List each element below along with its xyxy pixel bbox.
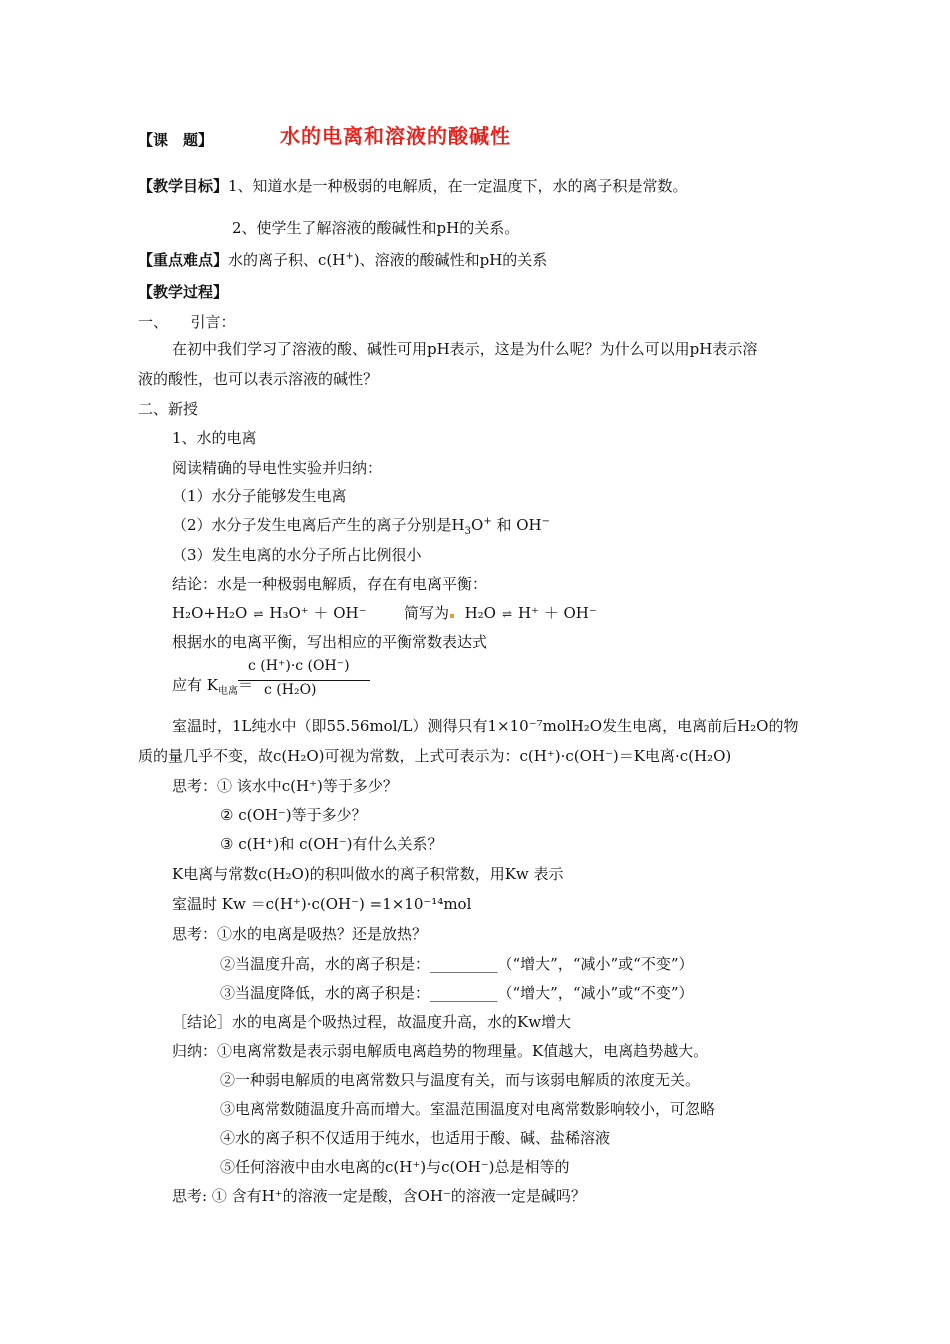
eq-right: H₃O⁺ ＋ OH⁻ <box>269 604 367 622</box>
summary-3: ③电离常数随温度升高而增大。室温范围温度对电离常数影响较小，可忽略 <box>220 1100 716 1118</box>
kw-definition: K电离与常数c(H₂O)的积叫做水的离子积常数，用Kw 表示 <box>172 865 564 883</box>
room-temp-line-2: 质的量几乎不变，故c(H₂O)可视为常数，上式可表示为：c(H⁺)·c(OH⁻)＝K电离·c(H₂O) <box>138 747 732 765</box>
newlesson-heading: 二、新授 <box>138 400 199 418</box>
mark-dot-icon <box>450 614 454 618</box>
summary-2: ②一种弱电解质的电离常数只与温度有关，而与该弱电解质的浓度无关。 <box>220 1071 701 1089</box>
read-instruction: 阅读精确的导电性实验并归纳： <box>172 459 383 477</box>
point-2-text-c: 和 OH <box>491 516 542 534</box>
k-prefix: 应有 K <box>172 676 218 694</box>
intro-line-1: 在初中我们学习了溶液的酸、碱性可用pH表示，这是为什么呢？为什么可以用pH表示溶 <box>172 340 758 358</box>
think-q5: ②当温度升高，水的离子积是：_________（“增大”，“减小”或“不变”） <box>220 955 694 973</box>
goals-line-1 <box>138 176 688 196</box>
intro-line-2: 液的酸性，也可以表示溶液的碱性？ <box>138 370 379 388</box>
summary-4: ④水的离子积不仅适用于纯水，也适用于酸、碱、盐稀溶液 <box>220 1129 611 1147</box>
goal-item-2: 2、使学生了解溶液的酸碱性和pH的关系。 <box>232 219 520 237</box>
conclusion-2: ［结论］水的电离是个吸热过程，故温度升高，水的Kw增大 <box>172 1013 572 1031</box>
equilibrium-arrow-icon: ⇌ <box>253 607 264 621</box>
fraction-numerator: c (H⁺)·c (OH⁻) <box>248 658 350 674</box>
process-label: 【教学过程】 <box>138 283 229 301</box>
goal-item-1: 1、知道水是一种极弱的电解质，在一定温度下，水的离子积是常数。 <box>228 177 688 195</box>
equilibrium-arrow-icon: ⇌ <box>501 607 512 621</box>
eq-short-left: H₂O <box>464 604 496 622</box>
think-label: 思考： <box>172 777 218 795</box>
think-q7: 思考: ① 含有H⁺的溶液一定是酸，含OH⁻的溶液一定是碱吗？ <box>172 1187 586 1205</box>
conclusion-line: 结论：水是一种极弱电解质，存在有电离平衡： <box>172 575 488 593</box>
think-block-1 <box>172 776 398 796</box>
room-temp-line-1: 室温时，1L纯水中（即55.56mol/L）测得只有1×10⁻⁷molH₂O发生电离，电离前后H₂O的物 <box>172 717 799 735</box>
point-3: （3）发生电离的水分子所占比例很小 <box>172 546 422 564</box>
keypoints-label: 【重点难点】 <box>138 251 229 269</box>
intro-heading: 一、 引言： <box>138 313 236 331</box>
fraction-denominator: c (H₂O) <box>264 682 317 698</box>
fraction-bar <box>238 680 370 681</box>
k-expression <box>172 675 253 695</box>
think-q3: ③ c(H⁺)和 c(OH⁻)有什么关系？ <box>220 835 443 853</box>
topic-label: 【课 题】 <box>138 131 214 149</box>
goals-label: 【教学目标】 <box>138 177 229 195</box>
k-equals: ＝ <box>237 676 253 694</box>
eq-left: H₂O+H₂O <box>172 604 248 622</box>
keypoints-sup: + <box>345 251 354 262</box>
eq-short-right: H⁺ ＋ OH⁻ <box>517 604 597 622</box>
point-2-text-a: （2）水分子发生电离后产生的离子分别是H <box>172 516 465 534</box>
page-title: 水的电离和溶液的酸碱性 <box>280 124 511 148</box>
point-1: （1）水分子能够发生电离 <box>172 487 347 505</box>
eq-short-label: 简写为 <box>404 604 450 622</box>
think-q4: 思考：①水的电离是吸热？还是放热？ <box>172 925 428 943</box>
k-subscript: 电离 <box>217 686 238 697</box>
summary-1: 归纳：①电离常数是表示弱电解质电离趋势的物理量。K值越大，电离趋势越大。 <box>172 1042 709 1060</box>
equilibrium-equation <box>172 603 367 624</box>
keypoints-line <box>138 250 547 270</box>
short-equation <box>404 603 597 624</box>
keypoints-text-b: )、溶液的酸碱性和pH的关系 <box>353 251 548 269</box>
summary-5: ⑤任何溶液中由水电离的c(H⁺)与c(OH⁻)总是相等的 <box>220 1158 570 1176</box>
think-q2: ② c(OH⁻)等于多少？ <box>220 806 367 824</box>
point-2: （2）水分子发生电离后产生的离子分别是$H_3O^+$ 和 OH− <box>172 516 551 537</box>
keypoints-text-a: 水的离子积、c(H <box>228 251 346 269</box>
think-q6: ③当温度降低，水的离子积是：_________（“增大”，“减小”或“不变”） <box>220 984 694 1002</box>
kw-room-temp: 室温时 Kw ＝c(H⁺)·c(OH⁻) =1×10⁻¹⁴mol <box>172 895 472 913</box>
subheading-water-ionization: 1、水的电离 <box>172 429 257 447</box>
think-q1: ① 该水中c(H⁺)等于多少？ <box>217 777 398 795</box>
point-2-text-b: O <box>471 516 484 534</box>
write-const-line: 根据水的电离平衡，写出相应的平衡常数表达式 <box>172 633 488 651</box>
